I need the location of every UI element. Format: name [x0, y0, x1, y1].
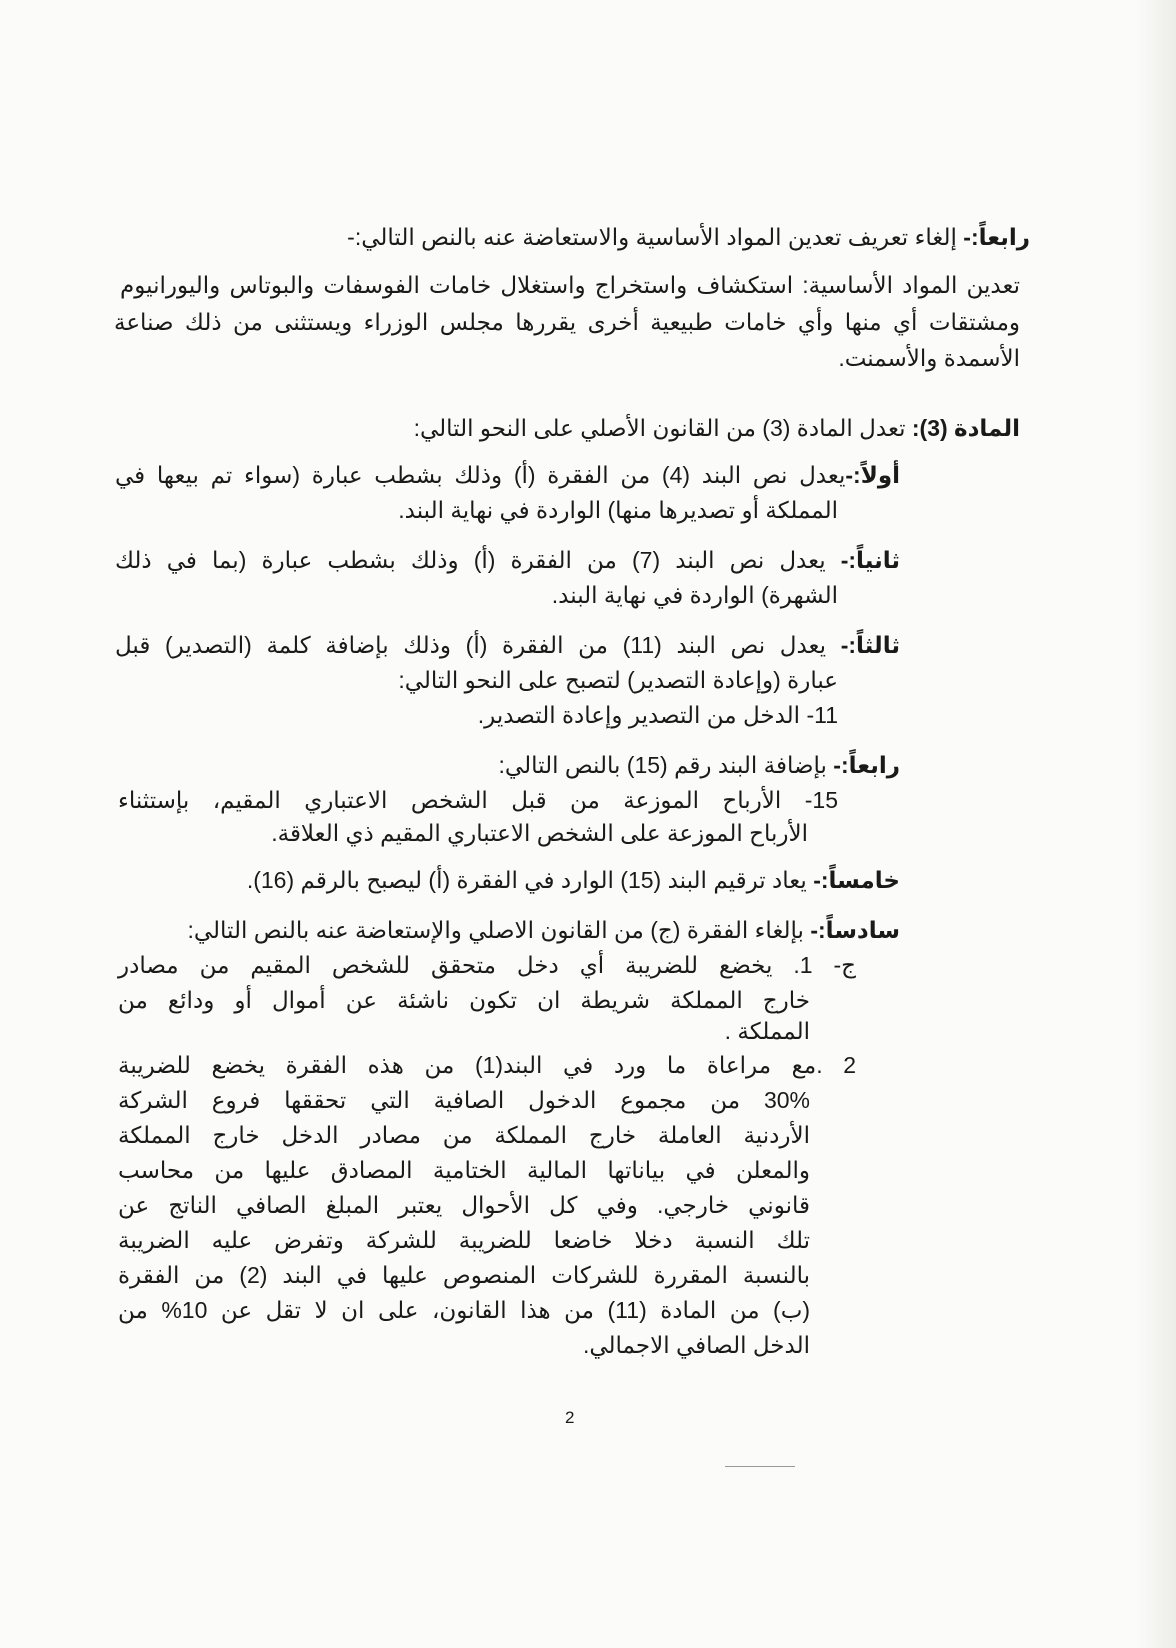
article-text: تعدل المادة (3) من القانون الأصلي على النحو التالي: [413, 415, 912, 441]
article-3-heading [414, 413, 1020, 443]
item-6-line: ج- 1. يخضع للضريبة أي دخل متحقق للشخص المقيم من مصادر [118, 952, 856, 978]
article-label: المادة (3): [911, 415, 1020, 441]
item-1-line: المملكة أو تصديرها منها) الواردة في نهاية البند. [398, 497, 838, 523]
item-6-line: 2 .مع مراعاة ما ورد في البند(1) من هذه الفقرة يخضع للضريبة [118, 1052, 857, 1078]
item-text: يعاد ترقيم البند (15) الوارد في الفقرة (أ) ليصبح بالرقم (16). [246, 867, 814, 893]
paragraph-line: الأسمدة والأسمنت. [838, 345, 1020, 371]
signature-line [725, 1466, 795, 1467]
item-6-line: والمعلن في بياناتها المالية الختامية المصادق عليها من محاسب [118, 1157, 810, 1183]
paragraph-line: ومشتقات أي منها وأي خامات طبيعية أخرى يقررها مجلس الوزراء ويستثنى من ذلك صناعة [114, 309, 1020, 335]
page-number: 2 [565, 1408, 575, 1427]
section-4-heading [347, 222, 1030, 252]
item-text: بإلغاء الفقرة (ج) من القانون الاصلي والإستعاضة عنه بالنص التالي: [187, 917, 811, 943]
item-1-line [115, 460, 900, 490]
item-4-line: الأرباح الموزعة على الشخص الاعتباري المقيم ذي العلاقة. [271, 820, 808, 846]
item-2-line [115, 545, 900, 575]
item-6-line: قانوني خارجي. وفي كل الأحوال يعتبر المبلغ الصافي الناتج عن [118, 1192, 810, 1218]
item-label: رابعاً:- [833, 752, 900, 778]
item-2-line: الشهرة) الواردة في نهاية البند. [551, 582, 838, 608]
item-4-line [499, 750, 900, 780]
scan-edge-shadow [1136, 0, 1176, 1648]
item-3-line: عبارة (وإعادة التصدير) لتصبح على النحو التالي: [398, 667, 838, 693]
item-6-line: تلك النسبة دخلا خاضعا للضريبة للشركة وتفرض عليه الضريبة [118, 1227, 810, 1253]
section-text: إلغاء تعريف تعدين المواد الأساسية والاستعاضة عنه بالنص التالي:- [347, 224, 964, 250]
item-label: أولاً:- [845, 462, 900, 488]
item-6-line: 30% من مجموع الدخول الصافية التي تحققها فروع الشركة [118, 1087, 810, 1113]
item-label: خامساً:- [813, 867, 900, 893]
item-text: يعدل نص البند (11) من الفقرة (أ) وذلك بإضافة كلمة (التصدير) قبل [115, 632, 841, 658]
item-label: ثانياً:- [840, 547, 900, 573]
section-label: رابعاً:- [963, 224, 1030, 250]
item-6-line: الأردنية العاملة خارج المملكة من مصادر الدخل خارج المملكة [118, 1122, 810, 1148]
item-3-line: 11- الدخل من التصدير وإعادة التصدير. [477, 702, 838, 728]
item-4-line: 15- الأرباح الموزعة من قبل الشخص الاعتباري المقيم، بإستثناء [118, 787, 838, 813]
item-6-line: بالنسبة المقررة للشركات المنصوص عليها في البند (2) من الفقرة [118, 1262, 811, 1288]
item-6-line: خارج المملكة شريطة ان تكون ناشئة عن أموال أو ودائع من [118, 987, 810, 1013]
item-text: يعدل نص البند (4) من الفقرة (أ) وذلك بشطب عبارة (سواء تم بيعها في [115, 462, 846, 488]
paragraph-line: تعدين المواد الأساسية: استكشاف واستخراج واستغلال خامات الفوسفات والبوتاس واليورانيوم [120, 272, 1020, 298]
item-6-line: الدخل الصافي الاجمالي. [582, 1332, 810, 1358]
item-5-line [247, 865, 900, 895]
item-label: سادساً:- [810, 917, 900, 943]
item-3-line [115, 630, 900, 660]
item-label: ثالثاً:- [840, 632, 900, 658]
item-6-line: المملكة . [724, 1018, 810, 1044]
item-text: يعدل نص البند (7) من الفقرة (أ) وذلك بشطب عبارة (بما في ذلك [115, 547, 841, 573]
item-text: بإضافة البند رقم (15) بالنص التالي: [498, 752, 834, 778]
item-6-line: (ب) من المادة (11) من هذا القانون، على ان لا تقل عن 10% من [118, 1297, 811, 1323]
item-6-line [187, 915, 900, 945]
